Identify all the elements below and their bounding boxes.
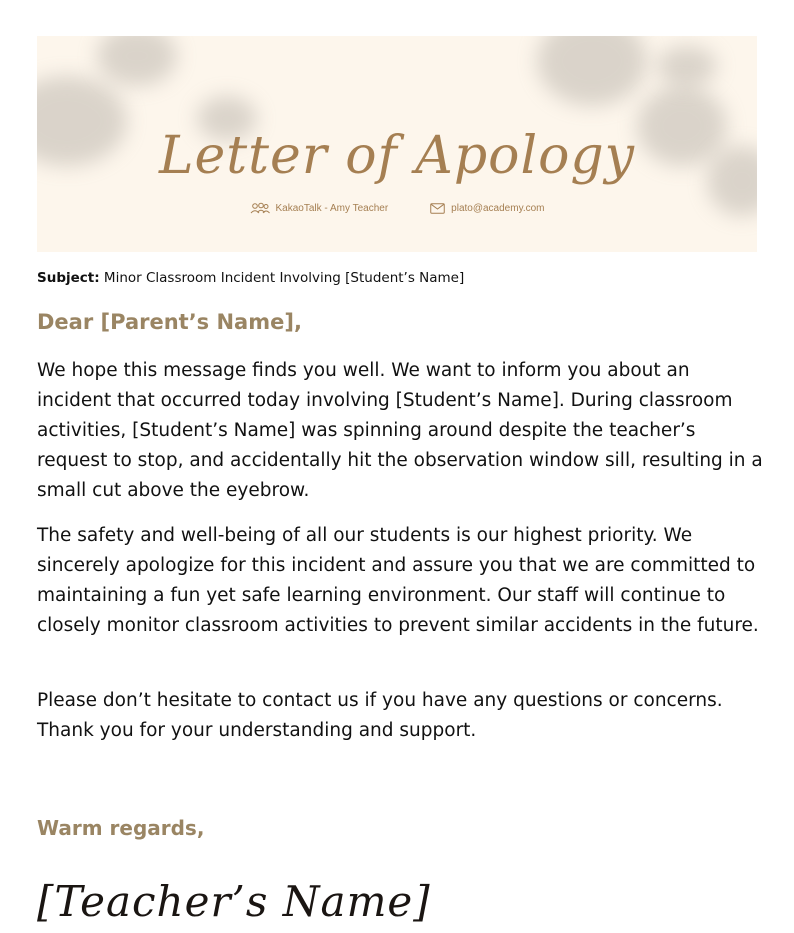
subject-line [37, 270, 464, 286]
closing: Warm regards, [37, 816, 205, 840]
users-icon [250, 202, 270, 214]
greeting: Dear [Parent’s Name], [37, 310, 302, 334]
contact-email-text: plato@academy.com [451, 202, 545, 214]
subject-label: Subject: [37, 270, 100, 286]
body-paragraph-3: Please don’t hesitate to contact us if you have any questions or concerns. Thank you for your understanding and support. [37, 690, 723, 741]
body-paragraph-2: The safety and well-being of all our students is our highest priority. We sincerely apologize for this incident and assure you that we are committed to maintaining a fun yet safe learning environment. Our staff will continue to closely monitor classroom activities to prevent similar accidents in the future. [37, 525, 759, 636]
contact-kakao-text: KakaoTalk - Amy Teacher [275, 202, 389, 214]
body-paragraph-1: We hope this message finds you well. We want to inform you about an incident that occurred today involving [Student’s Name]. During classroom activities, [Student’s Name] was spinning around despite the teacher’s request to stop, and accidentally hit the observation window sill, resulting in a small cut above the eyebrow. [37, 360, 763, 501]
leaf-shadow-decoration [537, 36, 647, 106]
subject-text: Minor Classroom Incident Involving [Student’s Name] [99, 270, 465, 286]
mail-icon [430, 203, 445, 214]
contact-info [37, 202, 757, 214]
header-banner [37, 36, 757, 252]
contact-kakao [250, 202, 389, 214]
signature: [Teacher’s Name] [37, 877, 431, 926]
contact-email [430, 202, 544, 214]
letter-title: Letter of Apology [158, 126, 636, 186]
leaf-shadow-decoration [657, 46, 717, 86]
leaf-shadow-decoration [97, 36, 177, 86]
